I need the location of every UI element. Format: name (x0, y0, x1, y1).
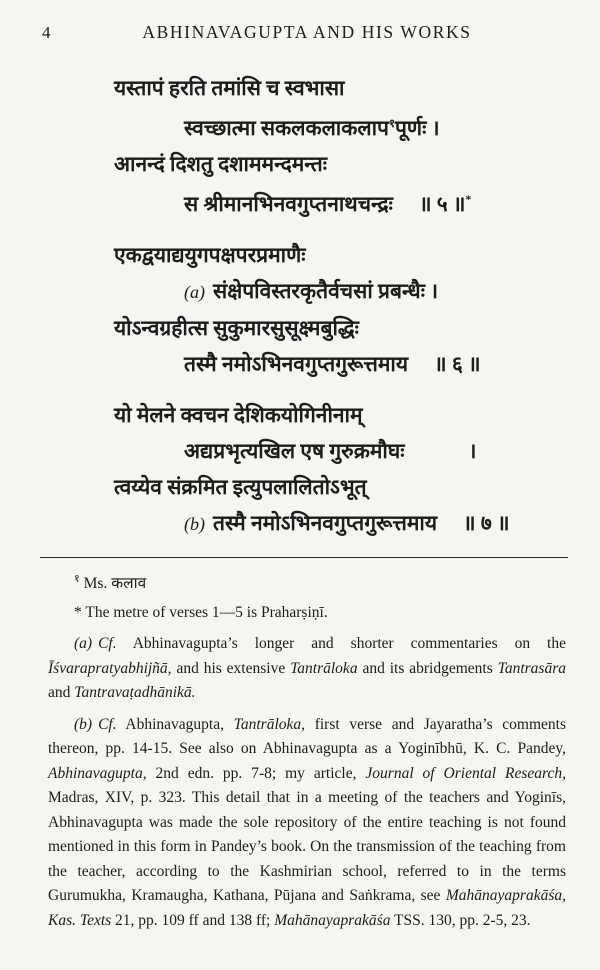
footnote-text-segment: 2nd edn. pp. 7-8; my article, (146, 764, 366, 782)
verse-line-text: यो मेलने क्वचन देशिकयोगिनीनाम् (114, 403, 363, 427)
footnote-text: Ms. कलाव (83, 575, 147, 593)
footnote-ref-number: १ (74, 573, 80, 585)
footnote-ref-mark: १ (388, 118, 395, 130)
footnote-text-segment: Cf. (98, 635, 117, 653)
verse-line-text: तस्मै नमोऽभिनवगुप्तगुरूत्तमाय (213, 511, 438, 535)
footnote-text-segment: TSS. 130, pp. 2-5, 23. (390, 911, 531, 929)
footnote-text-segment: Madras, XIV, p. 323. This detail that in a meeting of the teachers and Yoginīs, Abhinavagupta was made the sole repository of the entire teaching is not found mentioned in this form in Pandey’s book. On the transmission of the teaching from the teacher, according to the Kashmirian school, referred to in the terms Gurumukha, Kramaugha, Kathana, Pūjana and Saṅkrama, see (48, 789, 566, 905)
verse-line-text: संक्षेपविस्तरकृतैर्वचसां प्रबन्धैः । (213, 279, 439, 303)
verse-5 (48, 70, 566, 222)
verse-line-text: यस्तापं हरति तमांसि च स्वभासा (114, 76, 345, 100)
verse-line (184, 433, 566, 469)
footnote-text-segment: and his extensive (171, 659, 291, 677)
footnote-text-segment: Abhinavagupta’s longer and shorter commentaries on the (116, 635, 566, 653)
verse-number-marker: ॥ ६ ॥ (434, 352, 481, 376)
footnote-text-segment: Tantrāloka, (233, 715, 306, 733)
verse-variant-label: (b) (184, 514, 205, 534)
footnotes-section (48, 567, 566, 933)
footnote-metre (48, 601, 566, 626)
footnote-text-segment: 21, pp. 109 ff and 138 ff; (111, 911, 275, 929)
verse-line (114, 70, 566, 106)
footnote-body (48, 635, 566, 701)
footnote-rule (40, 557, 568, 558)
footnote-text-segment: first verse and Jayaratha’s comments thereon, pp. 14-15. See also on Abhinavagupta as a Yoginībhū, K. C. Pandey, (48, 715, 566, 758)
verse-number-marker: ॥ ५ ॥ (418, 192, 466, 216)
footnote-text-segment: Journal of Oriental Research, (365, 764, 566, 782)
verse-line-text: स श्रीमानभिनवगुप्तनाथचन्द्रः (184, 192, 393, 216)
footnote-text-segment: Abhinavagupta, (116, 715, 234, 733)
page-number: 4 (42, 23, 51, 42)
footnote-a (48, 632, 566, 706)
verse-line (184, 182, 566, 222)
page-header (42, 20, 566, 46)
footnote-label: (b) (74, 715, 93, 733)
verse-variant-label: (a) (184, 282, 205, 302)
footnote-text-segment: and its abridgements (357, 659, 498, 677)
verse-line-text: एकद्वयाद्ययुगपक्षपरप्रमाणैः (114, 243, 306, 267)
asterisk-marker: * (74, 603, 82, 621)
verse-line (114, 469, 566, 505)
verse-line-text: आनन्दं दिशतु दशाममन्दमन्तः (114, 152, 327, 176)
verse-line-text: स्वच्छात्मा सकलकलाकलाप (184, 116, 389, 140)
verse-line (114, 397, 566, 433)
footnote-text-segment: Mahānayaprakāśa (274, 911, 391, 929)
verse-number-marker: ॥ ७ ॥ (463, 511, 510, 535)
verse-line (184, 106, 566, 146)
page-title: ABHINAVAGUPTA AND HIS WORKS (142, 22, 472, 42)
footnote-text-segment: Mahānayaprakāśa, Kas. Texts (48, 887, 566, 929)
footnote-ms (48, 567, 566, 597)
footnote-text-segment: Tantrasāra (497, 659, 566, 677)
footnote-text: The metre of verses 1—5 is Praharṣiṇī. (85, 603, 328, 621)
footnote-text-segment: and (48, 684, 75, 702)
footnote-text-segment: Abhinavagupta, (48, 764, 147, 782)
verse-line-text: योऽन्वग्रहीत्स सुकुमारसुसूक्ष्मबुद्धिः (114, 316, 359, 340)
verse-line (184, 273, 566, 310)
verse-line-text: पूर्णः । (395, 116, 440, 140)
metre-asterisk: * (465, 194, 472, 206)
footnote-b (48, 713, 566, 934)
danda-marker: । (468, 439, 477, 463)
verse-line (114, 237, 566, 273)
verse-line (184, 346, 566, 382)
verse-6 (48, 237, 566, 382)
verses-section (48, 70, 566, 542)
verse-line-text: त्वय्येव संक्रमित इत्युपलालितोऽभूत् (114, 475, 367, 499)
verse-line (184, 505, 566, 542)
verse-line (114, 146, 566, 182)
footnote-text-segment: Cf. (98, 715, 117, 733)
verse-line-text: अद्यप्रभृत्यखिल एष गुरुक्रमौघः (184, 439, 405, 463)
footnote-label: (a) (74, 635, 93, 653)
verse-line (114, 310, 566, 346)
footnote-text-segment: Tantravaṭadhānikā. (74, 684, 196, 702)
verse-line-text: तस्मै नमोऽभिनवगुप्तगुरूत्तमाय (184, 352, 409, 376)
footnote-body (48, 716, 566, 929)
verse-7 (48, 397, 566, 542)
footnote-text-segment: Īśvarapratyabhijñā, (48, 659, 172, 677)
footnote-text-segment: Tantrāloka (290, 659, 358, 677)
